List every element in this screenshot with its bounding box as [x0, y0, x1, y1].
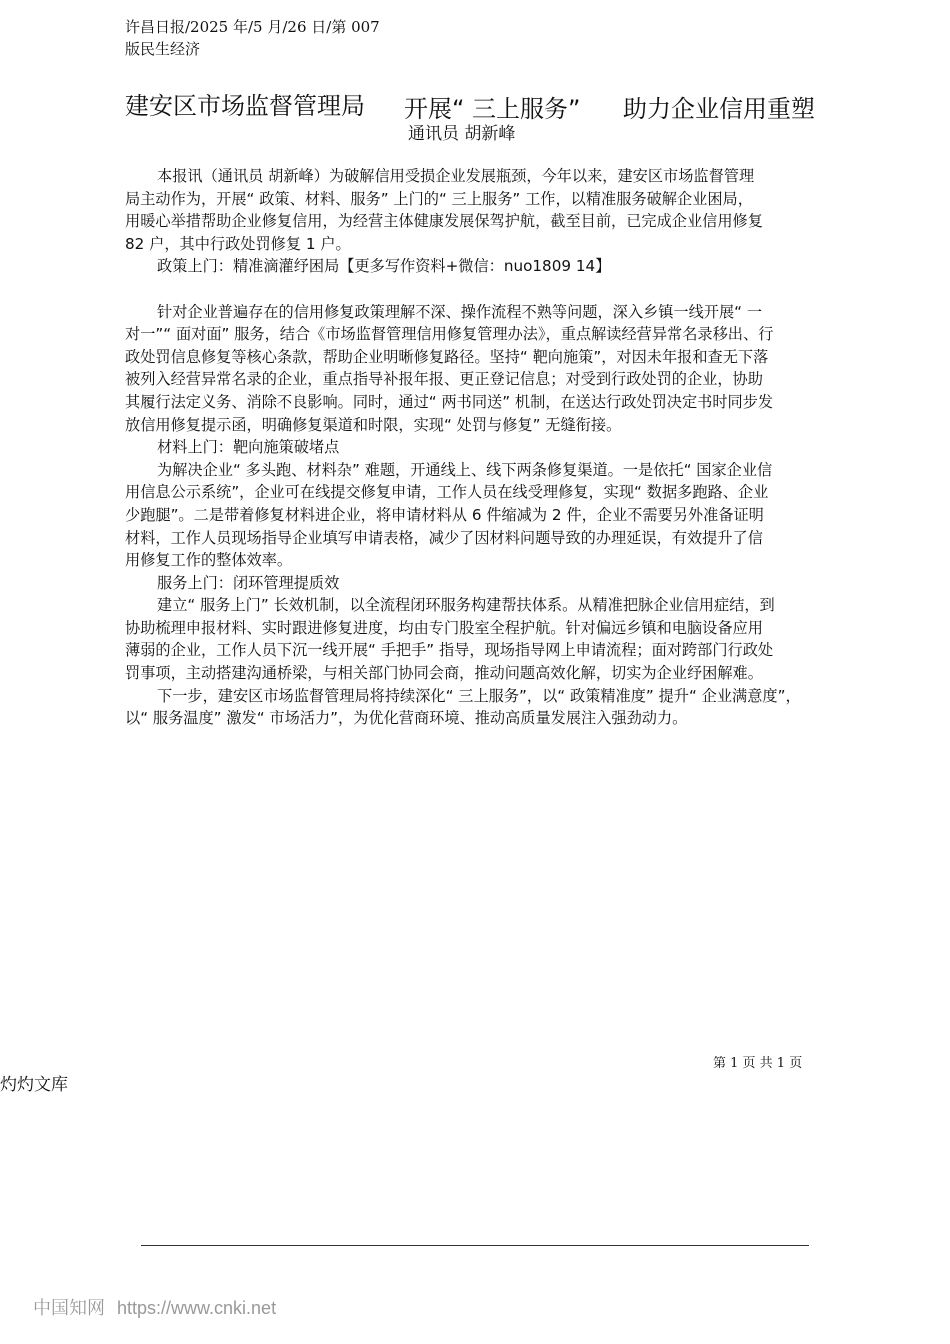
byline: 通讯员 胡新峰 [408, 124, 516, 144]
blank-line [125, 278, 835, 301]
paragraph-line: 薄弱的企业，工作人员下沉一线开展“ 手把手” 指导，现场指导网上申请流程；面对跨部门行政处 [125, 641, 774, 660]
paragraph-line: 被列入经营异常名录的企业，重点指导补报年报、更正登记信息；对受到行政处罚的企业，协助 [125, 370, 763, 389]
paragraph [125, 165, 835, 255]
paragraph-line: 放信用修复提示函，明确修复渠道和时限，实现“ 处罚与修复” 无缝衔接。 [125, 415, 622, 434]
paragraph-line: 用修复工作的整体效率。 [125, 551, 293, 570]
paragraph-line: 罚事项，主动搭建沟通桥梁，与相关部门协同会商，推动问题高效化解，切实为企业纾困解难。 [125, 664, 763, 683]
paragraph [125, 572, 835, 595]
paragraph-line: 用信息公示系统”，企业可在线提交修复申请，工作人员在线受理修复，实现“ 数据多跑路、企业 [125, 483, 769, 502]
cnki-brand: 中国知网 [33, 1298, 105, 1319]
title-part-2: 开展“ 三上服务” [404, 95, 581, 123]
paragraph [125, 301, 835, 437]
paragraph [125, 594, 835, 684]
paragraph-line: 82 户，其中行政处罚修复 1 户。 [125, 234, 351, 253]
article-body [125, 165, 835, 730]
source-line-2: 版民生经济 [125, 40, 201, 58]
paragraph-line: 材料上门：靶向施策破堵点 [157, 438, 340, 457]
paragraph-line: 服务上门：闭环管理提质效 [157, 573, 340, 592]
paragraph [125, 255, 835, 278]
watermark-text: 灼灼文库 [0, 1075, 68, 1095]
paragraph-line: 下一步，建安区市场监督管理局将持续深化“ 三上服务”，以“ 政策精准度” 提升“ 企业满意度”， [157, 686, 801, 705]
cnki-footer [33, 1294, 276, 1320]
paragraph-line: 针对企业普遍存在的信用修复政策理解不深、操作流程不熟等问题，深入乡镇一线开展“ 一 [157, 302, 763, 321]
paragraph-line: 建立“ 服务上门” 长效机制，以全流程闭环服务构建帮扶体系。从精准把脉企业信用症结，到 [157, 596, 775, 615]
paragraph-line: 少跑腿”。二是带着修复材料进企业，将申请材料从 6 件缩减为 2 件，企业不需要另外准备证明 [125, 505, 764, 524]
paragraph-line: 对一”“ 面对面” 服务，结合《市场监督管理信用修复管理办法》，重点解读经营异常名录移出、行 [125, 325, 774, 344]
cnki-url[interactable]: https://www.cnki.net [117, 1298, 277, 1318]
paragraph-line: 政策上门：精准滴灌纾困局【更多写作资料+微信：nuo1809 14】 [157, 257, 611, 276]
paragraph [125, 685, 835, 730]
paragraph-line: 本报讯（通讯员 胡新峰）为破解信用受损企业发展瓶颈，今年以来，建安区市场监督管理 [157, 167, 755, 185]
paragraph [125, 459, 835, 572]
title-part-3: 助力企业信用重塑 [623, 95, 815, 123]
source-line-1: 许昌日报/2025 年/5 月/26 日/第 007 [125, 18, 380, 36]
paragraph-line: 局主动作为，开展“ 政策、材料、服务” 上门的“ 三上服务” 工作，以精准服务破解企业困局， [125, 189, 753, 208]
paragraph-line: 为解决企业“ 多头跑、材料杂” 难题，开通线上、线下两条修复渠道。一是依托“ 国家企业信 [157, 460, 773, 479]
paragraph-line: 协助梳理申报材料、实时跟进修复进度，均由专门股室全程护航。针对偏远乡镇和电脑设备应用 [125, 618, 763, 637]
paragraph-line: 材料，工作人员现场指导企业填写申请表格，减少了因材料问题导致的办理延误，有效提升了信 [125, 528, 763, 547]
paragraph [125, 436, 835, 459]
paragraph-line: 用暖心举措帮助企业修复信用，为经营主体健康发展保驾护航，截至目前，已完成企业信用修复 [125, 212, 763, 231]
page-number: 第 1 页 共 1 页 [713, 1056, 803, 1071]
paragraph-line: 其履行法定义务、消除不良影响。同时，通过“ 两书同送” 机制，在送达行政处罚决定书时同步发 [125, 392, 774, 411]
title-part-1: 建安区市场监督管理局 [125, 92, 365, 120]
footer-divider [141, 1245, 809, 1246]
paragraph-line: 以“ 服务温度” 激发“ 市场活力”，为优化营商环境、推动高质量发展注入强劲动力。 [125, 709, 688, 728]
paragraph-line: 政处罚信息修复等核心条款，帮助企业明晰修复路径。坚持“ 靶向施策”，对因未年报和查无下落 [125, 347, 769, 366]
